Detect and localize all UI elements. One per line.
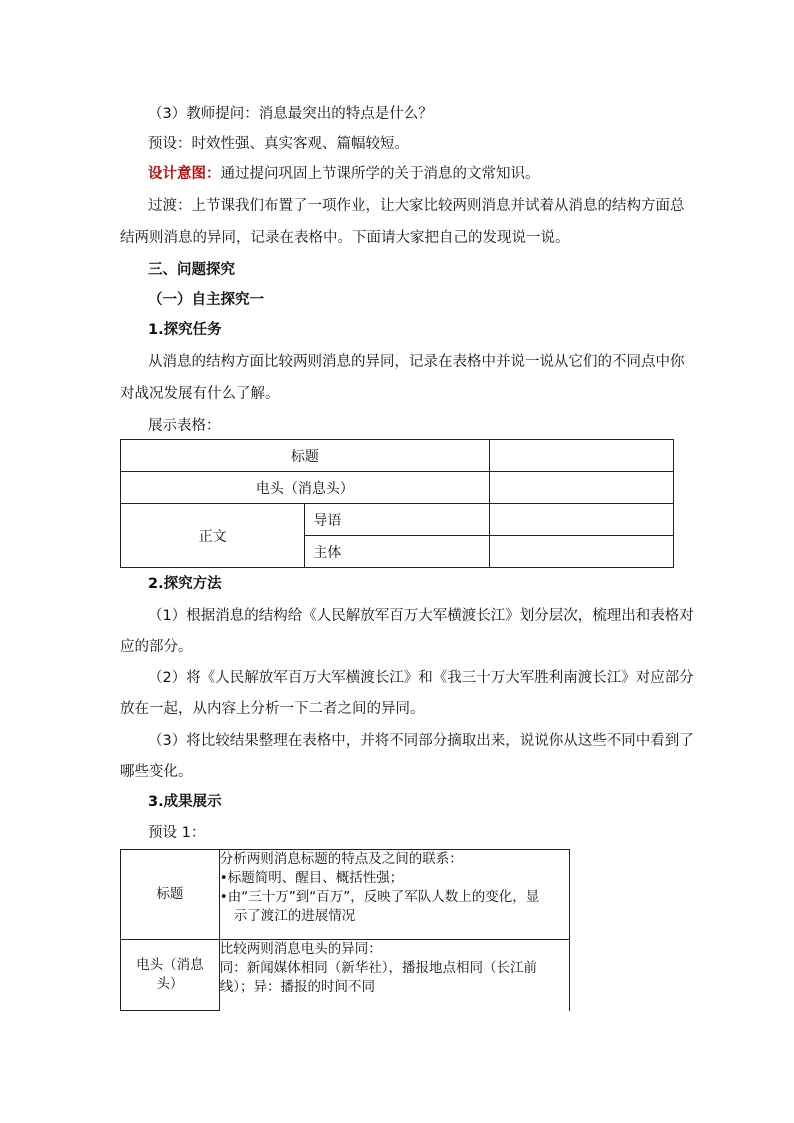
cell-empty (489, 472, 673, 504)
table-row (121, 850, 570, 940)
method1-line1: （1）根据消息的结构给《人民解放军百万大军横渡长江》划分层次，梳理出和表格对 (148, 608, 694, 624)
result-title-line: 示了渡江的进展情况 (233, 908, 356, 924)
subsection-heading: （一）自主探究一 (148, 292, 264, 308)
result-table (120, 849, 570, 1011)
preset1-label: 预设 1： (148, 825, 206, 841)
result-title-line: 分析两则消息标题的特点及之间的联系： (219, 851, 463, 867)
table-row (121, 940, 570, 1011)
cell-empty (489, 440, 673, 472)
result-dateline-line: 比较两则消息电头的异同： (219, 941, 382, 957)
method2-line2: 放在一起，从内容上分析一下二者之间的异同。 (120, 701, 425, 717)
result-dateline-label-line: 电头（消息 (136, 957, 204, 973)
cell-main: 主体 (305, 536, 489, 568)
result-dateline-label (121, 940, 220, 1011)
design-intent-label: 设计意图： (148, 166, 221, 182)
cell-empty (489, 536, 673, 568)
cell-title: 标题 (121, 440, 490, 472)
table-row (121, 504, 674, 536)
result-title-label: 标题 (121, 850, 220, 940)
result-heading: 3.成果展示 (148, 794, 222, 810)
paragraph-transition-line1: 过渡：上节课我们布置了一项作业，让大家比较两则消息并试着从消息的结构方面总 (148, 198, 685, 214)
result-dateline-line: 线）；异：播报的时间不同 (219, 979, 376, 995)
cell-dateline: 电头（消息头） (121, 472, 490, 504)
table-row (121, 472, 674, 504)
result-title-line: •由“三十万”到“百万”，反映了军队人数上的变化，显 (219, 889, 540, 905)
design-intent-text: 通过提问巩固上节课所学的关于消息的文常知识。 (220, 166, 540, 182)
cell-empty (489, 504, 673, 536)
show-table-label: 展示表格： (148, 418, 221, 434)
paragraph-design-intent (148, 164, 540, 184)
cell-body: 正文 (121, 504, 305, 568)
method-heading: 2.探究方法 (148, 576, 222, 592)
method1-line2: 应的部分。 (120, 639, 193, 655)
task-line1: 从消息的结构方面比较两则消息的异同，记录在表格中并说一说从它们的不同点中你 (148, 354, 685, 370)
task-heading: 1.探究任务 (148, 322, 222, 338)
result-dateline-content (219, 940, 569, 1011)
paragraph-preset: 预设：时效性强、真实客观、篇幅较短。 (148, 136, 409, 152)
result-title-line: •标题简明、醒目、概括性强； (219, 870, 404, 886)
cell-lead: 导语 (305, 504, 489, 536)
table-row (121, 440, 674, 472)
section-heading: 三、问题探究 (148, 262, 235, 278)
paragraph-transition-line2: 结两则消息的异同，记录在表格中。下面请大家把自己的发现说一说。 (120, 230, 570, 246)
structure-table (120, 439, 674, 568)
result-title-content (219, 850, 569, 940)
method2-line1: （2）将《人民解放军百万大军横渡长江》和《我三十万大军胜利南渡长江》对应部分 (148, 670, 694, 686)
task-line2: 对战况发展有什么了解。 (120, 386, 280, 402)
method3-line2: 哪些变化。 (120, 764, 193, 780)
method3-line1: （3）将比较结果整理在表格中，并将不同部分摘取出来，说说你从这些不同中看到了 (148, 733, 694, 749)
result-dateline-label-line: 头） (156, 976, 184, 992)
result-dateline-line: 同：新闻媒体相同（新华社），播报地点相同（长江前 (219, 960, 538, 976)
paragraph-teacher-question: （3）教师提问：消息最突出的特点是什么？ (148, 106, 433, 122)
